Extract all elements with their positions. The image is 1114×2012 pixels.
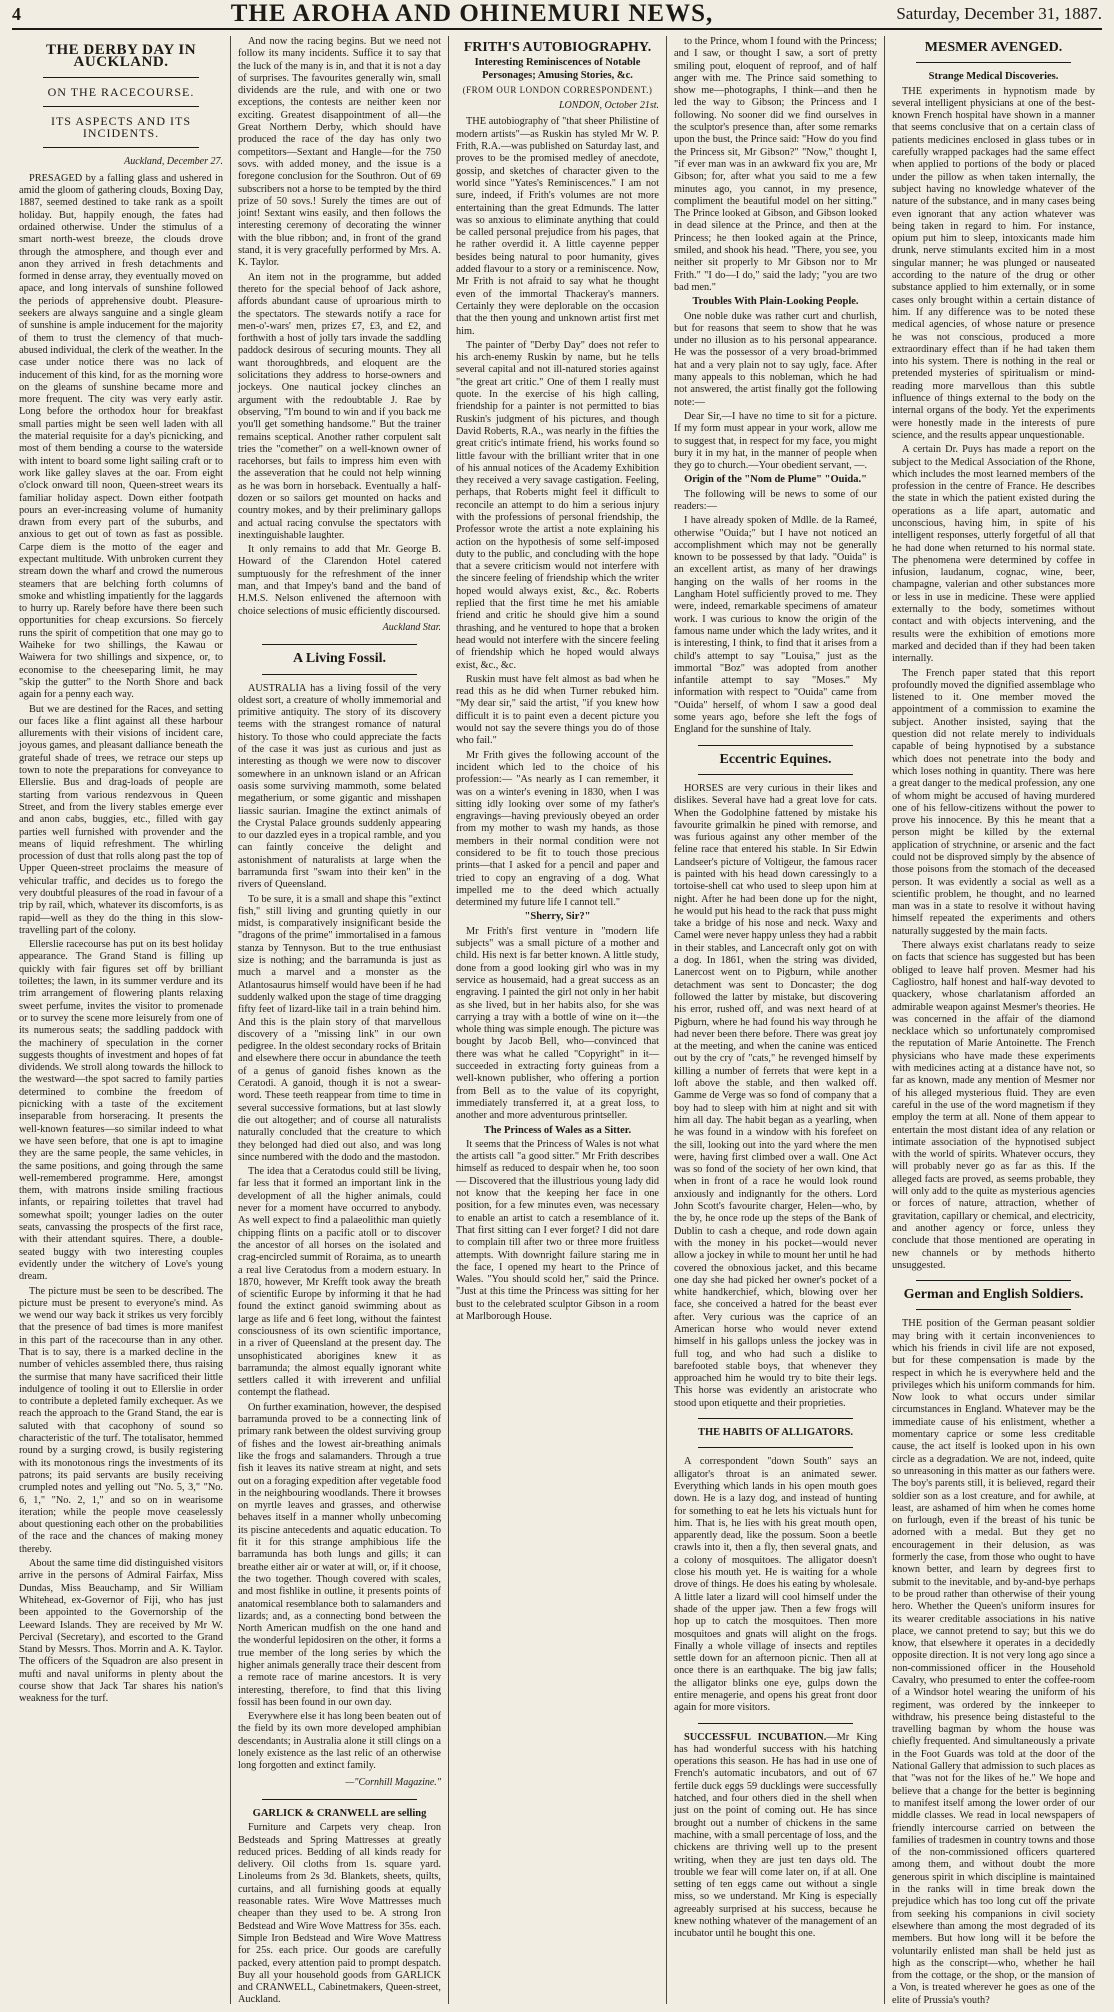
article-paragraph: I have already spoken of Mdlle. de la Rameé, otherwise "Ouida;" but I have not noticed an accomplishment which may not be generally known to be possessed by that lady. "Ouida" is an excellent artist, as many of her drawings hanging on the walls of her rooms in the Langham Hotel sufficiently proved to me. They were, indeed, remarkable specimens of amateur work. I was curious to know the origin of the famous name under which the lady writes, and it is interesting, I think, to find that it arises from a child's attempt to say "Louisa," just as the immortal "Boz" was adopted from another infantile attempt to say "Moses." My information with respect to "Ouida" came from "Ouida" herself, of whom I saw a good deal some years ago, before she left the fogs of England for the sunshine of Italy. [674,515,877,736]
article-paragraph: The picture must be seen to be described. The picture must be present to everyone's mind. As we wend our way back it strikes us very forcibly that the presence of bad times is more manifest in this part of the racecourse than in any other. That is to say, there is a marked decline in the number of vehicles assembled there, thus raising the surmise that many have sacrificed their little indulgence of tooling it out to Ellerslie in order to contribute a depleted family exchequer. As we reach the approach to the Grand Stand, the ear is saluted with that cacophony of sound so characteristic of the turf. The totalisator, hemmed round by a surging crowd, is busily registering with its monotonous rings the investments of its patrons; its paid servants are busily receiving crumpled notes and yelling out "No. 5, 3," "No. 6, 1," "No. 2, 1," and so on in wearisome iteration; while the people move ceaselessly about questioning each other on the probabilities of the race and the chances of making money thereby. [19,1285,223,1555]
advert-title: GARLICK & CRANWELL are selling [252,1807,427,1819]
fossil-headline: A Living Fossil. [293,651,386,667]
column-1 [12,36,230,2004]
column-2 [230,36,448,2004]
newspaper-title: THE AROHA AND OHINEMURI NEWS, [230,0,714,27]
article-paragraph: The idea that a Ceratodus could still be living, far less that it formed an important link in the development of all the higher animals, could never for a moment have occurred to anybody. As well expect to find a palaeolithic man quietly chipping flints on a pacific atoll or to discover the ancestor of all horses on the isolated and crag-encircled summit of Roraima, as to unearth a real live Ceratodus from a modern estuary. In 1870, however, Mr Krefft took away the breath of scientific Europe by informing it that he had found the extinct ganoid swimming about as large as life and 6 feet long, without the faintest consciousness of its own scientific importance, in a river of Queensland at the present day. The unsophisticated aborigines knew it as barramunda; the almost equally ignorant white settlers called it with irreverent and unfilial contempt the flathead. [238,1166,441,1399]
columns [12,36,1102,2004]
alligators-headline: THE HABITS OF ALLIGATORS. [697,1427,854,1439]
section-heading: The Princess of Wales as a Sitter. [483,1124,632,1136]
frith-subtitle: Interesting Reminiscences of Notable Personages; Amusing Stories, &c. [474,57,641,81]
article-paragraph: Mr Frith gives the following account of the incident which led to the choice of his profession:— "As nearly as I can remember, it was on a winter's evening in 1830, when I was sitting idly looking over some of my father's engravings—having previously obeyed an order from my mother to wash my hands, as those members in their normal condition were not considered to be fit to touch those precious prints—that I asked for a pencil and paper and tried to copy an engraving of a dog. What impelled me to the deed which actually determined my future life I cannot tell." [456,749,659,909]
article-paragraph: To be sure, it is a small and shape this "extinct fish," still living and grunting quietly in our midst, is comparatively insignificant beside the "dragons of the prime" immortalised in a famous stanza by Tennyson. But to the true enthusiast size is nothing; and the barramunda is just as much a marvel and a monster as the Atlantosaurus himself would have been if he had suddenly walked upon the stage of time dragging fifty feet of lizard-like tail in a train behind him. And this is the plain story of that marvellous discovery of a "missing link" in our own pedigree. In the oldest secondary rocks of Britain and elsewhere there occur in abundance the teeth of a genus of ganoid fishes known as the Ceratodi. A ganoid, though it is not a swear-word. These teeth reappear from time to time in several successive formations, but at last slowly die out altogether; and of course all naturalists naturally concluded that the creature to which they belonged had died out also, and was long since numbered with the dodo and the mastodon. [238,893,442,1163]
article-paragraph: The following will be news to some of our readers:— [674,488,877,512]
article-paragraph: AUSTRALIA has a living fossil of the very oldest sort, a creature of wholly immemorial and primitive antiquity. The story of its discovery teems with the strangest romance of natural history. To those who could appreciate the facts of the case it was just as curious and just as interesting as though we were now to discover somewhere in an unknown island or an African oasis some surviving mammoth, some belated megatherium, or some gigantic and misshapen liassic saurian. Imagine the extinct animals of the Crystal Palace grounds suddenly appearing to our dazzled eyes in a tropical ramble, and you can faintly conceive the delight and astonishment of naturalists at large when the barramunda first "swam into their ken" in the rivers of Queensland. [238,682,441,891]
article-paragraph: On further examination, however, the despised barramunda proved to be a connecting link of primary rank between the oldest surviving group of fishes and the lowest air-breathing animals like the frogs and salamanders. Through a true fish it leaves its native stream at night, and sets out on a foraging expedition after vegetable food in the neighbouring woodlands. There it browses on myrtle leaves and grasses, and otherwise behaves itself in a manner wholly unbecoming its piscine antecedents and aquatic education. To fit it for this strange amphibious life the barramunda has both lungs and gills; it can breathe either air or water at will, or, if it choose, the two together. Though covered with scales, and most fishlike in outline, it presents points of anatomical resemblance both to salamanders and lizards; and, as a connecting bond between the North American mudfish on the one hand and the wonderful lepidosiren on the other, it forms a true member of the long series by which the higher animals generally trace their descent from a remote race of marine ancestors. It is very interesting, therefore, to find that this living fossil has been found in our own day. [238,1401,441,1708]
masthead [12,0,1102,30]
section-heading: Troubles With Plain-Looking People. [692,296,859,308]
article-source: Auckland Star. [382,621,441,633]
article-paragraph: Everywhere else it has long been beaten out of the field by its own more developed amphibian descendants; in Australia alone it still clings on a lonely existence as the last relic of an otherwise long forgotten and extinct family. [238,1711,441,1772]
column-5 [884,36,1102,2004]
article-paragraph: HORSES are very curious in their likes and dislikes. Several have had a great love for cats. When the Godolphine fattened by mistake his favourite grimalkin he pined with remorse, and was furious against any other member of the feline race that entered his stable. In Sir Edwin Landseer's picture of Voltigeur, the famous racer is painted with his head down caressingly to a tortoise-shell cat who used to sleep upon him at night. After he had been done up for the night, he would put his head to the rack that puss might take a bridge of his nose and neck. Waxy and Camel were never happy unless they had a rabbit in their stables, and Lancecraft only got on with a dog. In 1861, when the string was divided, Lanercost went on to Pigburn, while another detachment was sent to Doncaster; the dog followed the latter by mistake, but discovering his error, rushed off, and was next heard of at Pigburn, where he had found his way through he had never been there before. There was great joy at the meeting, and when the canine was enticed out by the cry of "cats," he revenged himself by killing a number of ferrets that were kept in a loft above the stable, and then walked off. Gamme de Verge was so fond of company that a boy had to sleep with him at night and sit with him all day. The habit began as a yearling, when he was found in a window with his forefeet on the sill, looking out into the yard where the men were, having first climbed over a wall. One Act was so fond of the society of her own kind, that when in front of a race he would look round anxiously and indignantly for the others. Lord John Scott's favourite charger, Helen—who, by the by, he once rode up the steps of the Bank of Dublin to cash a cheque, and rode down again with the money in his pocket—would never allow a jockey in while to mount her until he had covered the obnoxious jacket, and this became one day she had picked her owner's pocket of a white handkerchief, which, blowing over her face, she conceived a hatred for the beast ever after. Very curious was the caprice of an American horse who would never extend himself in his gallops unless the jockey was in full tog, and who had such a dislike to barefooted stable boys, that whenever they approached him he would try to bite their legs. This horse was evidently an aristocrate who stood upon etiquette and their proprieties. [674,782,877,1409]
article-paragraph: Ellerslie racecourse has put on its best holiday appearance. The Grand Stand is filling up quickly with fair figures set off by brilliant toilettes; the lawn, in its summer verdure and its trim arrangement of flowering plants relaxing sweet perfume, invites the visitor to promenade or to survey the scene more leisurely from one of its numerous seats; the saddling paddock with the machinery of speculation in the corner suggests thoughts of investment and hopes of fat dividends. We stroll along towards the hillock to the westward—the spot sacred to family parties determined to combine the freedom of picnicking with a taste of the excitement inseparable from horseracing. It presents the well-known features—so similar indeed to what we have seen before, that one is apt to imagine they are the same people, the same vehicles, in the same positions, and going through the same well-remembered programme. Here, amongst them, with matrons inside smiling fractious infants, or repairing toilettes that travel had somewhat spoilt; younger ladies on the outer seats, canvassing the prospects of the first race, with their attendant squires. There, a double-seated buggy with two interesting couples evidently under the witchery of Love's young dream. [19,939,223,1283]
article-paragraph: And now the racing begins. But we need not follow its many incidents. Suffice it to say that the luck of the many is in, and that it is not a day of surprises. The favourites generally win, small dividends are the rule, and with one or two exceptions, the contests are neither keen nor exciting. Greatest disappointment of all—the Great Northern Derby, which should have produced the race of the day has only two competitors—Sextant and Hangle—for the 750 sovs. with added money, and the issue is a foregone conclusion for the Southron. Out of 69 subscribers not a horse to be tempted by the third prize of 50 sovs.! Surely the times are out of joint! Sextant wins easily, and then follows the interesting ceremony of decorating the winner with the blue ribbon; and, in front of the grand stand, it is very gracefully performed by Mrs. A. K. Taylor. [238,36,441,269]
advert-text: Furniture and Carpets very cheap. Iron Bedsteads and Spring Mattresses at greatly reduced prices. Bedding of all kinds ready for delivery. Oil cloths from 1s. square yard. Linoleums from 2s 3d. Blankets, sheets, quilts, curtains, and all furnishing goods at equally reasonable rates. Wire Wove Mattresses much cheaper than they used to be. A strong Iron Bedstead and Wire Wove Mattress for 35s. each. Simple Iron Bedstead and Wire Wove Mattress for 25s. each price. Our goods are carefully packed, every attention paid to prompt despatch. Buy all your household goods from GARLICK and CRANWELL, Cabinetmakers, Queen-street, Auckland. [238,1822,441,2004]
article-paragraph: There always exist charlatans ready to seize on facts that science has suggested but has been obliged to leave half proven. Mesmer had his Cagliostro, half honest and half-way devoted to quackery, whose charlatanism afforded an admirable weapon against Mesmer's theories. He was concerned in the affair of the diamond necklace which so unfortunately compromised the reputation of Marie Antoinette. The French physicians who have made these experiments with medicines acting at a distance have not, so far as known, made any mention of Mesmer nor of his alleged mysterious fluid. They are even careful in the use of the word magnetism if they employ the term at all. None of them appear to entertain the most distant idea of any relation or intimate association of the hypnotised subject with the world of spirits. Whatever occurs, they will probably never go as far as this. If the alleged facts are proved, as seems probable, they will only add to the quite as mysterious agencies or forces of nature, attraction, whether of gravitation, capillary or chemical, and electricity, and another agency or force, unless they conclude that those mentioned are operating in new channels or by methods hitherto unsuggested. [892,940,1095,1271]
article-paragraph: About the same time did distinguished visitors arrive in the persons of Admiral Fairfax, Miss Dundas, Miss Beauchamp, and Sir William Whitehead, ex-Governor of Fiji, who has just been appointed to the Governorship of the Leeward Islands. They are received by Mr W. Percival (Secretary), and escorted to the Grand Stand by Messrs. Thos. Morrin and A. K. Taylor. The officers of the Squadron are also present in mufti and naval uniforms in plenty about the course show that Jack Tar shares his nation's weakness for the turf. [19,1558,223,1705]
article-paragraph: The painter of "Derby Day" does not refer to his arch-enemy Ruskin by name, but he tells several capital and not ill-natured stories against "the great art critic." One of them I really must quote. In the exercise of his high calling, friendship for a painter is not permitted to bias Ruskin's judgment of his pictures, and though David Roberts, R.A., was nearly in the fifties the great critic's intimate friend, his works found so little favour with the brilliant writer that in one of his annual notices of the Academy Exhibition they received a very savage castigation. Feeling, perhaps, that Roberts might feel it difficult to reconcile an attempt to do him a serious injury with the professions of personal friendship, the Professor wrote the artist a note explaining his action on the hypothesis of some self-imposed duty to the public, and concluding with the hope that a severe criticism would not interfere with the sincere feeling of friendship which the writer hoped would always exist, &c., &c. Roberts replied that the first time he met his amiable friend and critic he should give him a sound thrashing, and he ventured to hope that a broken head would not interfere with the sincere feeling of friendship which he hoped would always exist, &c., &c. [456,339,659,671]
issue-date: Saturday, December 31, 1887. [896,4,1102,23]
correspondent-line: (FROM OUR LONDON CORRESPONDENT.) [462,84,653,95]
section-heading: Origin of the "Nom de Plume" "Ouida." [684,474,867,486]
article-paragraph: Dear Sir,—I have no time to sit for a picture. If my form must appear in your work, allow me to suggest that, in respect for my face, you might bury it in my hat, in the manner of people when they go to church.—Your obedient servant, —. [674,410,877,472]
derby-subtitle-2: ITS ASPECTS AND ITS INCIDENTS. [50,113,192,141]
column-3 [448,36,666,2004]
incubation-title: SUCCESSFUL INCUBATION. [684,1731,827,1743]
article-paragraph: The French paper stated that this report profoundly moved the dignified assemblage who listened to it. One member moved the appointment of a commission to examine the subject. Another insisted, saying that the question did not relate merely to individuals capable of being hypnotised by a substance which does not penetrate into the body and which loses nothing in quantity. There was here a great danger to the medical profession, any one of whom might be accused of having murdered one of his fellow-citizens without the power to prove his innocence. By this he meant that a person might be killed by the external application of strychnine, or arsenic and the fact could not be disproved simply by the absence of those poisons from the stomach of the deceased person. It was evidently a social as well as a scientific problem, he thought, and no learned man was in a state to resolve it without having himself repeated the experiments and others naturally suggested by the main facts. [892,667,1095,937]
frith-dateline: LONDON, October 21st. [558,100,659,112]
derby-headline: THE DERBY DAY IN AUCKLAND. [45,42,197,71]
column-4 [666,36,884,2004]
mesmer-headline: MESMER AVENGED. [924,40,1063,55]
article-paragraph: to the Prince, whom I found with the Princess; and I saw, or thought I saw, a sort of pretty smiling pout, eloquent of reproof, and of half anger with me. The Prince said something to show me—photographs, I think—and then he led the way to Gibson; the Princess and I following. No sooner did we find ourselves in the sculptor's presence than, after some remarks upon the bust, the Prince said: "How do you find the Princess sit, Mr Gibson?" "Now," thought I, "if ever man was in an awkward fix you are, Mr Gibson; for, after what you said to me a few minutes ago, you cannot, in my presence, compliment the beautiful model on her sitting." The Prince looked at Gibson, and Gibson looked in dead silence at the Prince, and then at the Princess; he then looked again at the Prince, smiled, and shook his head. "There, you see, you neither sit properly to Mr Gibson nor to Mr Frith." "I do—I do," said the lady; "you are two bad men." [674,36,877,293]
derby-subtitle: ON THE RACECOURSE. [47,84,195,99]
article-paragraph: It only remains to add that Mr. George B. Howard of the Clarendon Hotel catered sumptuously for the refreshment of the inner man, and that Impey's band and the band of H.M.S. Nelson enlivened the afternoon with choice selections of music efficiently discoursed. [238,544,441,617]
article-source: —"Cornhill Magazine." [345,1776,441,1788]
article-paragraph: One noble duke was rather curt and churlish, but for reasons that seem to show that he was under no illusion as to his personal appearance. He was the possessor of a very broad-brimmed hat and a very plain not to say ugly, face. After many appeals to this nobleman, which he had not answered, the artist finally got the following note:— [674,310,877,408]
article-paragraph: THE experiments in hypnotism made by several intelligent physicians at one of the best-known French hospital have shown in a manner that seems conclusive that on a certain class of patients medicines enclosed in glass tubes or in carefully wrapped packages had the same effect when applied to portions of the body or placed under the pillow as when taken internally, the subject having no knowledge whatever of the nature of the substance, and in many cases being even ignorant that any action whatever was being taken in regard to him. For instance, opium put him to sleep, intoxicants made him drunk, nerve stimulants excited him in a most singular manner; he was plunged or nauseated according to the nature of the drug or other substance applied to him externally, or in some cases only brought within a certain distance of him. If any difference was to be noted these medical agencies, of whose nature or presence he was not conscious, produced a more extraordinary effect than if he had taken them into his system. There is nothing in the real or pretended mysteries of spiritualism or mind-reading more marvellous than this subtle influence of things external to the body on the internal organs of the body. Yet the experiments were honestly made in the interests of pure science, and the results appear unquestionable. [892,85,1095,441]
article-paragraph: Ruskin must have felt almost as bad when he read this as he did when Turner rebuked him. "My dear sir," said the artist, "if you knew how difficult it is to paint even a decent picture you would not say the severe things you do of those who fail." [456,673,659,747]
article-paragraph: A certain Dr. Puys has made a report on the subject to the Medical Association of the Rhone, which includes the most learned members of the profession in the centre of France. He describes the state in which the patient existed during the operations as a life apart, automatic and unconscious, having him, in spite of his intelligent responses, utterly forgetful of all that he had done when returned to his normal state. The phenomena were determined by coffee in infusion, laudanum, cognac, wine, beer, champagne, valerian and other substances more or less in use in medicine. These were applied externally to the body, sometimes without contact and with objects intervening, and the results were the exhibition of emotions more marked and decided than if they had been taken internally. [892,444,1095,665]
soldiers-headline: German and English Soldiers. [903,1287,1084,1303]
article-paragraph [674,1732,877,1941]
section-heading: "Sherry, Sir?" [524,911,591,923]
article-paragraph: But we are destined for the Races, and setting our faces like a flint against all these harbour allurements with their visions of incident care, joyous games, and pleasant dalliance beneath the grateful shade of trees, we retrace our steps up town to note the preparations for conveyance to Ellerslie. Bus and drag-loads of people are starting from various rendezvous in Queen Street, and from the livery stables emerge ever and anon cabs, buggies, etc., filled with gay parties well furnished with provender and the means of liquid refreshment. The whirling procession of dust that rolls along past the top of Upper Queen-street proclaims the measure of vehicular traffic, and decides us to forego the very doubtful pleasures of the road in favour of a trip by rail, which, whatever its discomforts, is as rapid—well as they do the thing in this slow-travelling part of the colony. [19,703,223,936]
article-paragraph: THE autobiography of "that sheer Philistine of modern artists"—as Ruskin has styled Mr W. P. Frith, R.A.—was published on Saturday last, and proves to be the promised medley of anecdote, gossip, and sketches of character given to the world since "Yates's Reminiscences." I am not sure, indeed, if Frith's volumes are not more entertaining than the great Edmunds. The latter was so anxious to eliminate anything that could be called personal prejudice from his pages, that he rather overdid it. A little cayenne pepper besides being natural to poor humanity, gives added flavour to a story or a reminiscence. Now, Mr Frith is not afraid to say what he thought even of the immortal Thackeray's manners. Certainly they were deplorable on the occasion that the then young and unknown artist first met him. [456,116,659,337]
article-paragraph: Mr Frith's first venture in "modern life subjects" was a small picture of a mother and child. His next is far better known. A little study, done from a good looking girl who was in my service as housemaid, had a great success as an engraving. I painted the girl not only in her habit as she lived, but in her habits also, for she was carrying a tray with a bottle of wine on it—the whole thing was simple enough. The picture was bought by Jacob Bell, who—convinced that there was what he called "Copyright" in it—succeeded in extracting forty guineas from a well-known publisher, who offering a portion from Bell as to the value of its copyright, immediately transferred it, at a great loss, to another and more adventurous printseller. [456,925,659,1122]
article-paragraph: PRESAGED by a falling glass and ushered in amid the gloom of gathering clouds, Boxing Day, 1887, seemed destined to take rank as a spoilt holiday. But, happily enough, the fates had ordained otherwise. Under the stimulus of a smart north-west breeze, the clouds drove through the atmosphere, and though ever and anon they arrived in fresh detachments and formed in dense array, they eventually moved on apace, and long intervals of sunshine followed the periods of apprehensive doubt. Pleasure-seekers are always sanguine and a single gleam of sunshine is ample inducement for the majority of them to trust the clemency of that much-abused individual, the clerk of the weather. In the case under notice there was no lack of inducement of this kind, for as the morning wore on the gleams of sunshine became more and more frequent. The city was very early astir. Long before the orthodox hour for breakfast small parties might be seen well laden with all the material requisite for a day's picnicking, and most of them bending a course to the waterside with intent to board some light sailing craft or to work like galley slaves at the oar. From eight o'clock onward till noon, Queen-street wears its familiar holiday aspect. Down either footpath pours an ever-increasing volume of humanity drawn from every part of the suburbs, and anxious to get out of town as fast as possible. Carpe diem is the motto of the eager and expectant multitude. With unbroken current they stream down the wharf and crowd the numerous steamers that are belching forth columns of smoke and whistling impatiently for the laggards to hurry up. Rarely before have there been such opportunities for cheap excursions. So fiercely runs the spirit of competition that one may go to Waiheke for two shillings, the Kawau or Waiwera for two shillings and sixpence, or, to economise to the cheeseparing limit, he may "skip the gutter" to the North Shore and back again for a penny each way. [19,172,223,701]
mesmer-subtitle: Strange Medical Discoveries. [928,71,1059,83]
frith-headline: FRITH'S AUTOBIOGRAPHY. [463,40,652,55]
equines-headline: Eccentric Equines. [719,751,832,767]
incubation-text: —Mr King has had wonderful success with his hatching operations this season. He has had in use one of French's automatic incubators, and out of 67 fertile duck eggs 59 ducklings were successfully hatched, and four others died in the shell when just on the point of coming out. He has since brought out a number of chickens in the same machine, with a small percentage of loss, and the chickens are thriving well up to the present writing, when they are just ten days old. The trouble we fear will come later on, if at all. One setting of ten eggs came out without a single miss, so we understand. Mr King is especially agreeably surprised at his success, because he knew nothing whatever of the management of an incubator until he bought this one. [674,1731,877,1940]
derby-dateline: Auckland, December 27. [124,156,223,168]
article-paragraph: An item not in the programme, but added thereto for the special behoof of Jack ashore, affords abundant cause of uproarious mirth to the spectators. The stewards notify a race for men-o'-wars' men, prizes £7, £3, and £2, and forthwith a host of jolly tars invade the saddling paddock desirous of securing mounts. They all want thoroughbreds, and eloquent are the solicitations they address to horse-owners and jockeys. One nautical jockey clinches an argument with the redoubtable J. Rae by observing, "I'm bound to win and if you back me you'll get something handsome." But the trainer remains sceptical. Another rather corpulent salt tries the "comether" on a well-known owner of racehorses, but fails to impress him even with the asseveration that he could not help winning as he was born in horseback. Eventually a half-dozen or so sailors get mounted on hacks and country mokes, and by their preliminary gallops and actual racing convulse the spectators with inextinguishable laughter. [238,271,441,541]
article-paragraph: A correspondent "down South" says an alligator's throat is an animated sewer. Everything which lands in his open mouth goes down. He is a lazy dog, and instead of hunting for something to eat he lets his victuals hunt for him. That is, he lies with his great mouth open, apparently dead, like the possum. Soon a beetle crawls into it, then a fly, then several gnats, and a colony of mosquitoes. The alligator doesn't close his mouth yet. He is waiting for a whole drove of things. He does his eating by wholesale. A little later a lizard will cool himself under the shade of the upper jaw. Then a few frogs will hop up to catch the mosquitoes. Then more mosquitoes and gnats will alight on the frogs. Finally a whole village of insects and reptiles settle down for an afternoon picnic. Then all at once there is an earthquake. The big jaw falls; the alligator blinks one eye, gulps down the entire menagerie, and opens his great front door again for more visitors. [674,1456,877,1714]
article-paragraph: THE position of the German peasant soldier may bring with it certain inconveniences to which his friends in civil life are not exposed, but for these compensation is made by the respect in which he is everywhere held and the privileges which his uniform commands for him. Now look to what occurs under similar circumstances in England. Whatever may be the immediate cause of his enlistment, whether a momentary caprice or some less creditable cause, the act itself is looked upon in his own circle as a degradation. We are not, indeed, quite so unreasoning in this matter as our fathers were. The boy's parents still, it is believed, regard their soldier son as a lost creature, and for awhile, at least, are ashamed of him when he comes home on furlough, even if the breast of his tunic be adorned with a medal. But they get no encouragement in their delusion, as was formerly the case, from those who ought to have known better, and learn by degrees first to submit to the inevitable, and by-and-bye perhaps to be proud rather than otherwise of their young hero. Whether the Queen's uniform insures for its wearer creditable associations in his native place, we cannot pretend to say; but this we do know, that elsewhere it operates in a decidedly opposite direction. It is not very long ago since a non-commissioned officer in the Household Cavalry, who presumed to enter the coffee-room of a Windsor hotel wearing the uniform of his regiment, was ordered by the innkeeper to withdraw, his presence being distasteful to the travelling bagman by whom the house was chiefly frequented. And simultaneously a private in the Foot Guards was told at the door of the National Gallery that admission to such places as that "was not for the likes of he." We hope and believe that a change for the better is beginning to manifest itself among the lower order of our middle classes. We read in local newspapers of friendly intercourse carried on between the families of tradesmen in country towns and those of the non-commissioned officers quartered among them, and without doubt the more generous spirit in which discipline is maintained in the ranks will in time break down the prejudice which has too long cut off the private from seeking his companions in civil society elsewhere than among the most degraded of its members. But how long will it be before the voluntarily enlisted man shall be held just as high as the conscript—who, whether he hail from the cottage, or the shop, or the mansion of a Von, is treated wherever he goes as one of the elite of Prussia's youth? [892,1318,1095,2004]
article-paragraph: It seems that the Princess of Wales is not what the artists call "a good sitter." Mr Frith describes himself as reduced to despair when he, too soon— Discovered that the illustrious young lady did not know that the keeping her face in one position, for a few minutes even, was necessary to enable an artist to catch a resemblance of it. That first sitting can I ever forget? I did not dare to complain till after two or three more fruitless attempts. With downright failure staring me in the face, I opened my heart to the Prince of Wales. "You should scold her," said the Prince. "Just at this time the Princess was sitting for her bust to the celebrated sculptor Gibson in a room at Marlborough House. [456,1138,659,1322]
page-number: 4 [12,3,21,24]
